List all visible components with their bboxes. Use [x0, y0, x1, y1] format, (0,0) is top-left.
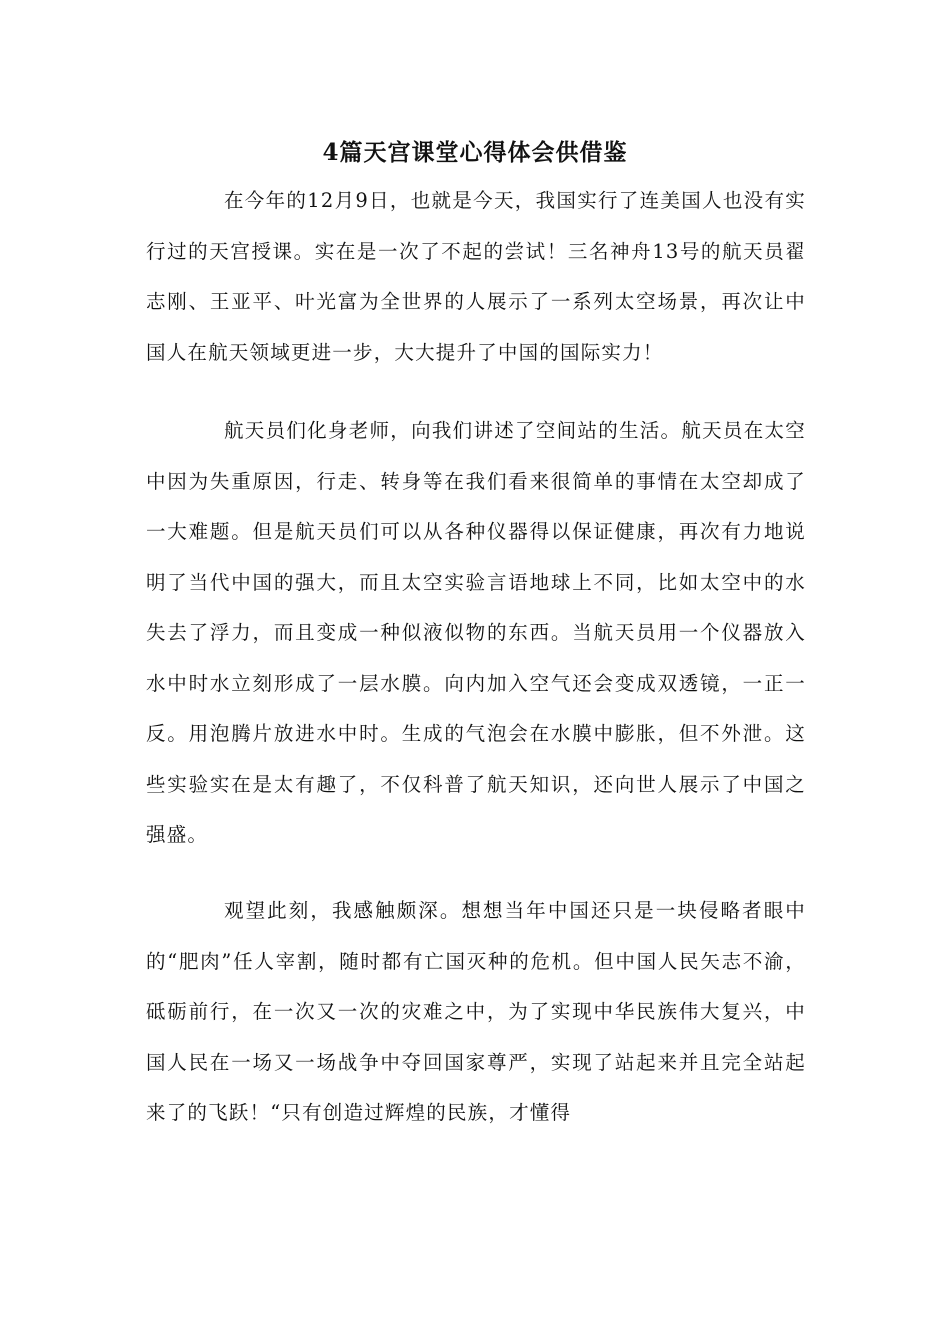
paragraph-1: 在今年的12月9日，也就是今天，我国实行了连美国人也没有实行过的天宫授课。实在是一次了不起的尝试！三名神舟13号的航天员翟志刚、王亚平、叶光富为全世界的人展示了一系列太空场景，再次让中国人在航天领域更进一步，大大提升了中国的国际实力！ [146, 189, 806, 364]
paragraph-3: 观望此刻，我感触颇深。想想当年中国还只是一块侵略者眼中的“肥肉”任人宰割，随时都有亡国灭种的危机。但中国人民矢志不渝，砥砺前行，在一次又一次的灾难之中，为了实现中华民族伟大复兴，中国人民在一场又一场战争中夺回国家尊严，实现了站起来并且完全站起来了的飞跃！“只有创造过辉煌的民族，才懂得 [146, 899, 806, 1124]
document-title: 4篇天宫课堂心得体会供借鉴 [322, 139, 628, 166]
paragraph-2: 航天员们化身老师，向我们讲述了空间站的生活。航天员在太空中因为失重原因，行走、转身等在我们看来很简单的事情在太空却成了一大难题。但是航天员们可以从各种仪器得以保证健康，再次有力地说明了当代中国的强大，而且太空实验言语地球上不同，比如太空中的水失去了浮力，而且变成一种似液似物的东西。当航天员用一个仪器放入水中时水立刻形成了一层水膜。向内加入空气还会变成双透镜，一正一反。用泡腾片放进水中时。生成的气泡会在水膜中膨胀，但不外泄。这些实验实在是太有趣了，不仅科普了航天知识，还向世人展示了中国之强盛。 [146, 419, 806, 846]
